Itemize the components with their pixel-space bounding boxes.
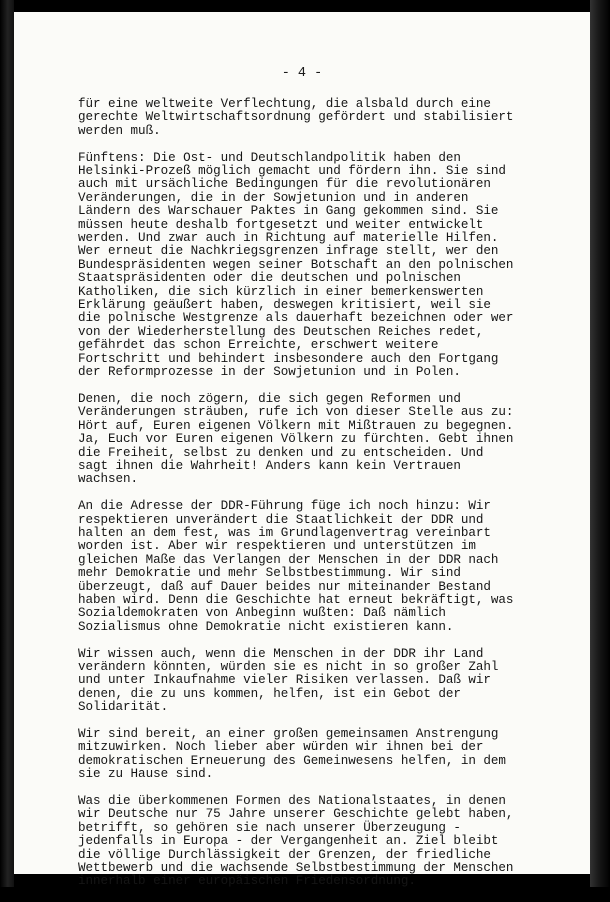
text-line: werden. Und zwar auch in Richtung auf materielle Hilfen. <box>78 231 499 246</box>
paragraph <box>78 795 538 889</box>
text-line: wir Deutsche nur 75 Jahre unserer Geschichte gelebt haben, <box>78 807 514 822</box>
text-line: Wir wissen auch, wenn die Menschen in der DDR ihr Land <box>78 646 484 661</box>
text-line: Wir sind bereit, an einer großen gemeinsamen Anstrengung <box>78 727 499 742</box>
text-line: respektieren unverändert die Staatlichkeit der DDR und <box>78 512 484 527</box>
text-line: sie zu Hause sind. <box>78 767 214 782</box>
text-line: Helsinki-Prozeß möglich gemacht und fördern ihn. Sie sind <box>78 164 506 179</box>
text-line: die Freiheit, selbst zu denken und zu entscheiden. Und <box>78 445 484 460</box>
paragraph <box>78 648 538 715</box>
text-line: Fortschritt und behindert insbesondere auch den Fortgang <box>78 351 499 366</box>
text-line: Ländern des Warschauer Paktes in Gang gekommen sind. Sie <box>78 204 499 219</box>
text-line: Erklärung geäußert haben, deswegen kritisiert, weil sie <box>78 298 491 313</box>
text-line: Veränderungen, die in der Sowjetunion und in anderen <box>78 190 469 205</box>
text-line: Bundespräsidenten wegen seiner Botschaft an den polnischen <box>78 257 514 272</box>
text-line: Wettbewerb und die wachsende Selbstbestimmung der Menschen <box>78 861 514 876</box>
text-line: sagt ihnen die Wahrheit! Anders kann kein Vertrauen <box>78 458 461 473</box>
paragraph <box>78 500 538 634</box>
text-line: mehr Demokratie und mehr Selbstbestimmung. Wir sind <box>78 566 461 581</box>
text-line: mitzuwirken. Noch lieber aber würden wir ihnen bei der <box>78 740 484 755</box>
text-line: Staatspräsidenten oder die deutschen und polnischen <box>78 271 461 286</box>
text-line: innerhalb einer europäischen Friedensordnung. <box>78 874 416 889</box>
text-line: betrifft, so gehören sie nach unserer Überzeugung - <box>78 820 461 835</box>
text-line: Katholiken, die sich kürzlich in einer bemerkenswerten <box>78 284 484 299</box>
text-line: denen, die zu uns kommen, helfen, ist ein Gebot der <box>78 686 461 701</box>
document-page <box>14 12 590 889</box>
text-line: verändern könnten, würden sie es nicht in so großer Zahl <box>78 660 499 674</box>
text-line: Wer erneut die Nachkriegsgrenzen infrage stellt, wer den <box>78 244 499 259</box>
text-line: Ja, Euch vor Euren eigenen Völkern zu fürchten. Gebt ihnen <box>78 432 514 447</box>
text-line: überzeugt, daß auf Dauer beides nur miteinander Bestand <box>78 579 491 594</box>
scan-border-right <box>590 0 610 887</box>
text-line: die polnische Westgrenze als dauerhaft bezeichnen oder wer <box>78 311 514 326</box>
paragraph <box>78 393 538 487</box>
scan-border-left <box>0 0 14 887</box>
text-line: halten an dem fest, was im Grundlagenvertrag vereinbart <box>78 525 491 540</box>
body-text <box>78 98 538 902</box>
paragraph <box>78 152 538 380</box>
text-line: müssen heute deshalb fortgesetzt und weiter entwickelt <box>78 217 484 232</box>
page-number: - 4 - <box>281 66 323 81</box>
text-line: demokratischen Erneuerung des Gemeinwesens helfen, in dem <box>78 753 506 768</box>
text-line: gefährdet das schon Erreichte, erschwert weitere <box>78 338 439 353</box>
text-line: für eine weltweite Verflechtung, die alsbald durch eine <box>78 97 491 111</box>
text-line: die völlige Durchlässigkeit der Grenzen, der friedliche <box>78 847 491 862</box>
paragraph <box>78 98 538 138</box>
text-line: gerechte Weltwirtschaftsordnung gefördert und stabilisiert <box>78 110 514 125</box>
text-line: jedenfalls in Europa - der Vergangenheit an. Ziel bleibt <box>78 834 499 849</box>
paragraph <box>78 728 538 782</box>
text-line: An die Adresse der DDR-Führung füge ich noch hinzu: Wir <box>78 499 491 514</box>
text-line: Was die überkommenen Formen des Nationalstaates, in denen <box>78 794 506 809</box>
text-line: Veränderungen sträuben, rufe ich von dieser Stelle aus zu: <box>78 405 514 420</box>
text-line: werden muß. <box>78 123 161 138</box>
text-line: Fünftens: Die Ost- und Deutschlandpolitik haben den <box>78 150 461 165</box>
text-line: worden ist. Aber wir respektieren und unterstützen im <box>78 539 476 554</box>
text-line: Hört auf, Euren eigenen Völkern mit Mißtrauen zu begegnen. <box>78 418 514 433</box>
text-line: der Reformprozesse in der Sowjetunion und in Polen. <box>78 365 461 380</box>
text-line: gleichen Maße das Verlangen der Menschen in der DDR nach <box>78 552 499 567</box>
text-line: auch mit ursächliche Bedingungen für die revolutionären <box>78 177 491 192</box>
text-line: und unter Inkaufnahme vieler Risiken verlassen. Daß wir <box>78 673 491 688</box>
text-line: Sozialismus ohne Demokratie nicht existieren kann. <box>78 619 454 634</box>
text-line: wachsen. <box>78 472 139 487</box>
text-line: Solidarität. <box>78 700 169 715</box>
text-line: Sozialdemokraten von Anbeginn wußten: Daß nämlich <box>78 606 446 621</box>
text-line: haben wird. Denn die Geschichte hat erneut bekräftigt, was <box>78 592 514 607</box>
text-line: Denen, die noch zögern, die sich gegen Reformen und <box>78 391 461 406</box>
text-line: von der Wiederherstellung des Deutschen Reiches redet, <box>78 324 484 339</box>
